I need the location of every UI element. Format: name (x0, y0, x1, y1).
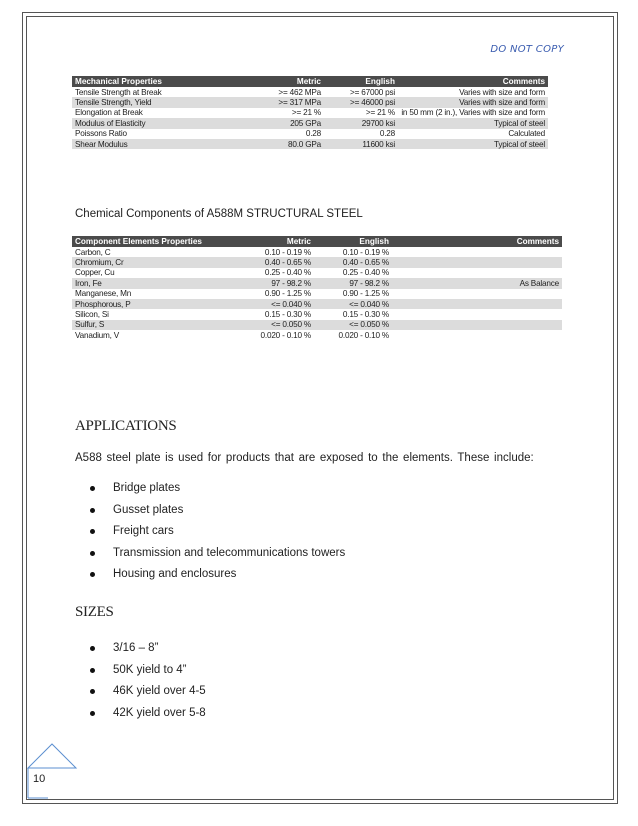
list-item-text: 42K yield over 5-8 (113, 706, 206, 719)
table-cell: 0.10 - 0.19 % (264, 247, 311, 257)
table-cell: in 50 mm (2 in.), Varies with size and form (401, 108, 545, 118)
table-cell: >= 21 % (365, 108, 395, 118)
table-cell: 0.15 - 0.30 % (342, 310, 389, 320)
table-cell: Typical of steel (398, 139, 548, 149)
table-cell: 0.020 - 0.10 % (338, 330, 389, 340)
list-item (90, 543, 345, 565)
bullet-icon (90, 572, 95, 577)
list-item (90, 564, 345, 586)
list-item (90, 681, 206, 703)
list-item (90, 521, 345, 543)
list-item-text: Transmission and telecommunications towers (113, 546, 346, 559)
table-row (72, 299, 562, 309)
table-cell: 0.90 - 1.25 % (264, 289, 311, 299)
table-cell (392, 247, 562, 257)
bullet-icon (90, 508, 95, 513)
table-cell (392, 289, 562, 299)
table-cell: Silicon, Si (75, 310, 109, 320)
table-cell: 0.15 - 0.30 % (264, 310, 311, 320)
list-item-text: 46K yield over 4-5 (113, 685, 206, 697)
applications-intro: A588 steel plate is used for products that are exposed to the elements. These include: (75, 452, 534, 464)
table-cell: 0.25 - 0.40 % (342, 268, 389, 278)
table-cell: Tensile Strength, Yield (72, 97, 258, 107)
table-cell: Copper, Cu (75, 268, 115, 278)
list-item-text: Bridge plates (113, 482, 181, 494)
chemical-components-caption: Chemical Components of A588M STRUCTURAL STEEL (75, 208, 363, 220)
bullet-icon (90, 551, 95, 556)
table-cell: >= 317 MPa (258, 97, 324, 107)
bullet-icon (90, 689, 95, 694)
table-cell: <= 0.050 % (314, 320, 392, 330)
table-cell: 0.10 - 0.19 % (342, 247, 389, 257)
table-cell (392, 268, 562, 278)
table-cell: Sulfur, S (72, 320, 228, 330)
list-item-text: 50K yield to 4” (113, 663, 187, 676)
table-cell: Vanadium, V (75, 330, 120, 340)
table-row (72, 118, 548, 128)
column-header: English (324, 76, 398, 87)
table-cell: 0.020 - 0.10 % (260, 330, 311, 340)
table-row (72, 87, 548, 97)
table-cell: 0.28 (379, 129, 395, 139)
column-header: Mechanical Properties (72, 76, 258, 87)
table-cell: <= 0.050 % (228, 320, 314, 330)
table-cell: >= 46000 psi (324, 97, 398, 107)
table-cell: Carbon, C (75, 247, 111, 257)
watermark-text: DO NOT COPY (490, 44, 564, 55)
bullet-icon (90, 646, 95, 651)
table-row (72, 97, 548, 107)
table-cell: 0.40 - 0.65 % (314, 257, 392, 267)
table-cell: >= 21 % (291, 108, 321, 118)
column-header: Metric (228, 236, 314, 247)
mechanical-properties-table (72, 76, 548, 149)
table-row (72, 289, 562, 299)
chemical-components-table (72, 236, 562, 341)
sizes-list (90, 638, 206, 724)
table-cell: 29700 ksi (324, 118, 398, 128)
table-cell: 0.28 (305, 129, 321, 139)
table-cell: 97 - 98.2 % (228, 278, 314, 288)
table-row (72, 247, 562, 257)
table-row (72, 129, 548, 139)
table-cell (392, 257, 562, 267)
bullet-icon (90, 711, 95, 716)
table-row (72, 330, 562, 340)
sizes-heading: SIZES (75, 604, 114, 620)
list-item (90, 500, 345, 522)
table-cell (392, 330, 562, 340)
column-header: English (314, 236, 392, 247)
table-cell: 0.40 - 0.65 % (228, 257, 314, 267)
table-cell: Iron, Fe (72, 278, 228, 288)
table-cell (392, 320, 562, 330)
list-item-text: Housing and enclosures (113, 568, 237, 580)
table-cell: 0.90 - 1.25 % (342, 289, 389, 299)
table-cell: 0.25 - 0.40 % (264, 268, 311, 278)
table-cell: >= 67000 psi (350, 87, 395, 97)
table-row (72, 278, 562, 288)
table-row (72, 139, 548, 149)
table-cell: 80.0 GPa (258, 139, 324, 149)
table-cell: Elongation at Break (75, 108, 143, 118)
list-item (90, 660, 206, 682)
table-cell: <= 0.040 % (314, 299, 392, 309)
list-item-text: Gusset plates (113, 503, 184, 516)
applications-list (90, 478, 345, 586)
table-cell: 11600 ksi (324, 139, 398, 149)
bullet-icon (90, 486, 95, 491)
column-header: Metric (258, 76, 324, 87)
table-cell (392, 299, 562, 309)
table-cell: Varies with size and form (459, 87, 545, 97)
applications-heading: APPLICATIONS (75, 418, 177, 434)
table-header-row (72, 76, 548, 87)
column-header: Comments (392, 236, 562, 247)
table-row (72, 309, 562, 319)
table-cell: Chromium, Cr (72, 257, 228, 267)
table-cell: 97 - 98.2 % (314, 278, 392, 288)
page-corner-decoration (24, 740, 84, 802)
bullet-icon (90, 668, 95, 673)
column-header: Comments (398, 76, 548, 87)
table-cell: Calculated (508, 129, 545, 139)
list-item (90, 638, 206, 660)
table-cell: >= 462 MPa (278, 87, 321, 97)
table-cell: Shear Modulus (72, 139, 258, 149)
table-cell: <= 0.040 % (228, 299, 314, 309)
column-header: Component Elements Properties (72, 236, 228, 247)
list-item (90, 478, 345, 500)
table-cell: As Balance (392, 278, 562, 288)
list-item (90, 703, 206, 725)
table-cell: 205 GPa (258, 118, 324, 128)
list-item-text: Freight cars (113, 525, 174, 537)
list-item-text: 3/16 – 8” (113, 642, 159, 654)
table-row (72, 268, 562, 278)
table-cell: Typical of steel (398, 118, 548, 128)
table-cell: Varies with size and form (398, 97, 548, 107)
table-row (72, 320, 562, 330)
table-row (72, 257, 562, 267)
table-cell: Modulus of Elasticity (72, 118, 258, 128)
table-header-row (72, 236, 562, 247)
table-cell (392, 309, 562, 319)
bullet-icon (90, 529, 95, 534)
page-number: 10 (33, 773, 46, 785)
table-cell: Tensile Strength at Break (75, 87, 162, 97)
table-cell: Manganese, Mn (75, 289, 132, 299)
table-cell: Phosphorous, P (72, 299, 228, 309)
table-row (72, 108, 548, 118)
table-cell: Poissons Ratio (75, 129, 127, 139)
